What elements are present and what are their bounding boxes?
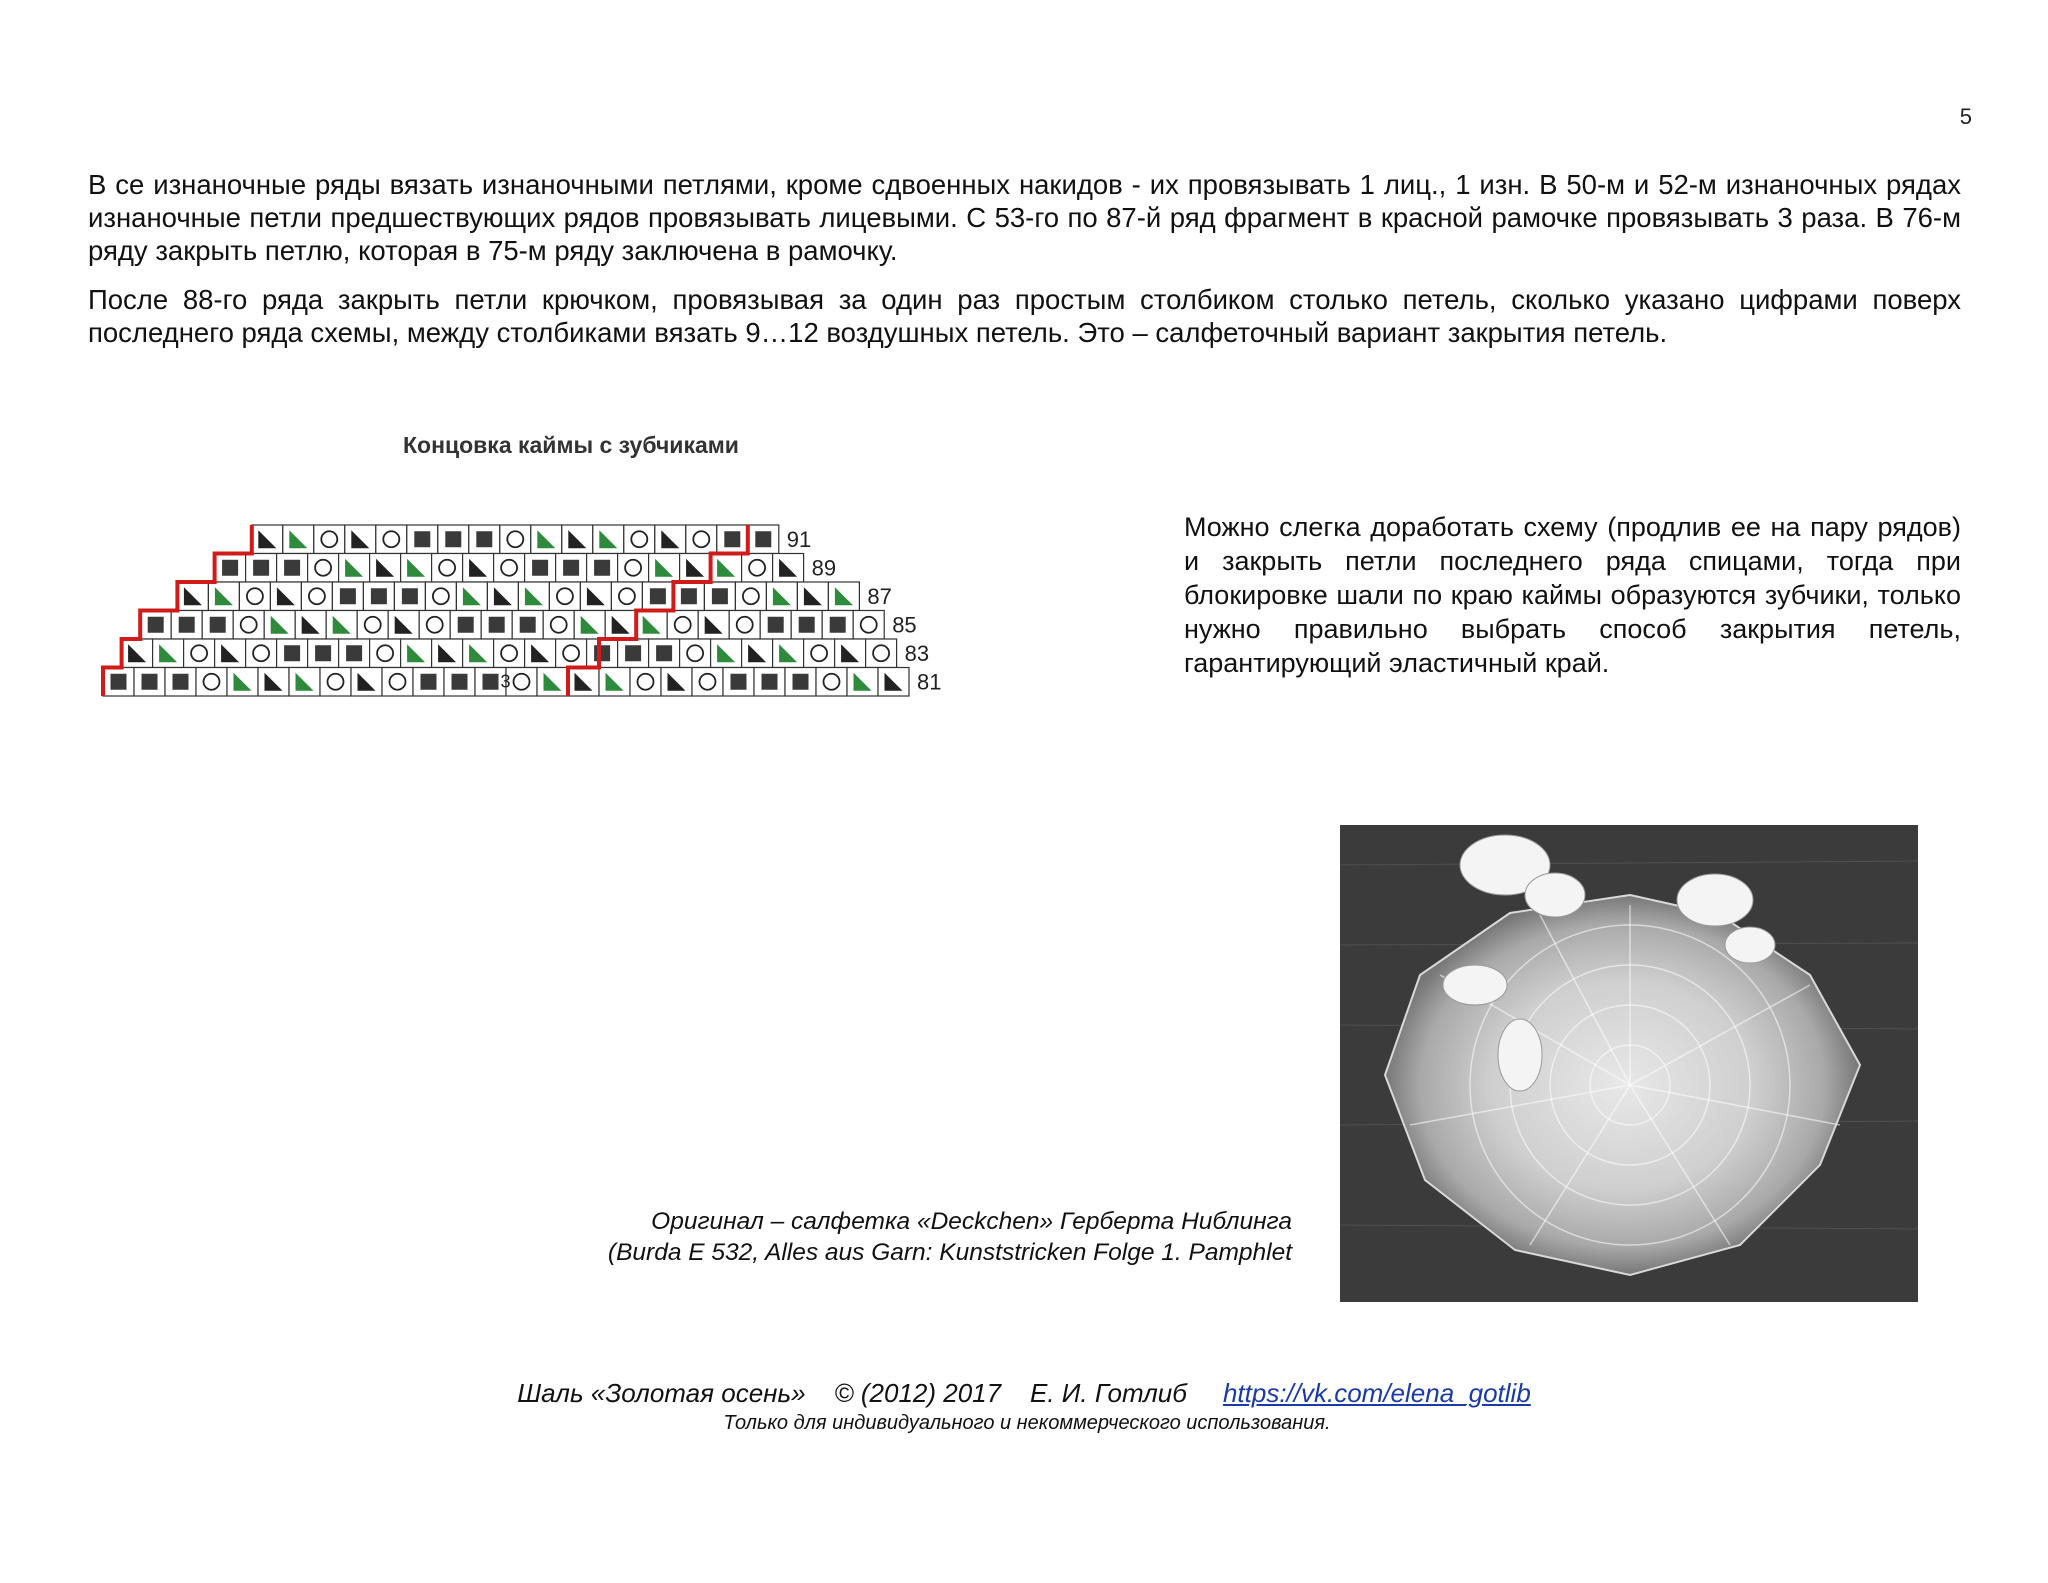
chart-cell <box>456 582 487 611</box>
chart-cell <box>847 668 878 697</box>
chart-cell <box>742 554 773 583</box>
chart-cell <box>549 582 580 611</box>
chart-cell <box>822 611 853 640</box>
chart-cell <box>270 582 301 611</box>
footer-copyright: © (2012) 2017 <box>834 1378 1002 1408</box>
chart-cell <box>289 668 320 697</box>
chart-cell <box>537 668 568 697</box>
footer-link[interactable]: https://vk.com/elena_gotlib <box>1222 1378 1531 1408</box>
chart-cell <box>233 611 264 640</box>
chart-cell <box>630 668 661 697</box>
chart-cell <box>444 668 475 697</box>
chart-cell <box>692 668 723 697</box>
chart-cell <box>208 582 239 611</box>
chart-cell <box>853 611 884 640</box>
knitting-chart <box>98 500 1148 725</box>
chart-cell <box>686 525 717 554</box>
chart-cell <box>494 639 525 668</box>
chart-cell <box>773 639 804 668</box>
chart-title: Концовка каймы с зубчиками <box>403 432 739 458</box>
chart-cell <box>283 525 314 554</box>
chart-cell <box>388 611 419 640</box>
chart-cell <box>642 582 673 611</box>
chart-cell <box>760 611 791 640</box>
chart-cell <box>413 668 444 697</box>
chart-cell <box>314 525 345 554</box>
chart-cell <box>339 554 370 583</box>
chart-row-label: 85 <box>892 612 917 638</box>
footer-notice-text: Только для индивидуального и некоммерческого использования. <box>723 1412 1331 1434</box>
chart-row-label: 81 <box>917 669 942 695</box>
chart-cell <box>711 554 742 583</box>
chart-cell <box>153 639 184 668</box>
chart-cell <box>196 668 227 697</box>
chart-cell <box>828 582 859 611</box>
chart-cell <box>184 639 215 668</box>
caption-line-1: Оригинал – салфетка «Deckchen» Герберта Ниблинга <box>651 1208 1292 1235</box>
chart-cell <box>661 668 692 697</box>
chart-cell <box>556 554 587 583</box>
chart-cell <box>500 525 531 554</box>
chart-cell <box>463 639 494 668</box>
chart-cell <box>370 639 401 668</box>
chart-cell <box>419 611 450 640</box>
chart-cell <box>140 611 171 640</box>
chart-cell <box>748 525 779 554</box>
chart-cell <box>717 525 748 554</box>
chart-cell <box>618 554 649 583</box>
chart-cell <box>556 639 587 668</box>
chart-cell <box>295 611 326 640</box>
chart-cell <box>680 639 711 668</box>
chart-cell <box>463 554 494 583</box>
chart-cell <box>742 639 773 668</box>
chart-cell <box>735 582 766 611</box>
chart-cell <box>382 668 413 697</box>
footer-author: Е. И. Готлиб <box>1030 1378 1187 1408</box>
chart-cell <box>308 639 339 668</box>
chart-row-label: 89 <box>811 555 837 581</box>
chart-cell <box>326 611 357 640</box>
chart-cell <box>618 639 649 668</box>
chart-cell <box>711 639 742 668</box>
chart-cell <box>122 639 153 668</box>
footer-credits <box>0 1378 2048 1409</box>
chart-cell <box>339 639 370 668</box>
chart-cell <box>636 611 667 640</box>
chart-cell <box>649 554 680 583</box>
chart-cell <box>450 611 481 640</box>
chart-cell <box>543 611 574 640</box>
side-note: Можно слегка доработать схему (продлив ее на пару рядов) и закрыть петли последнего ряда спицами, тогда при блокировке шали по краю каймы образуются зубчики, только нужно правильно выбрать способ закрытия петель, гарантирующий эластичный край. <box>1184 512 1961 678</box>
chart-row-label: 83 <box>904 641 930 666</box>
chart-cell <box>698 611 729 640</box>
chart-cell <box>723 668 754 697</box>
chart-cell <box>673 582 704 611</box>
chart-cell <box>171 611 202 640</box>
chart-cell <box>655 525 686 554</box>
chart-cell <box>363 582 394 611</box>
chart-cell <box>202 611 233 640</box>
chart-cell <box>277 554 308 583</box>
chart-cell-digit: 3 <box>500 671 511 692</box>
chart-cell <box>246 554 277 583</box>
chart-cell <box>593 525 624 554</box>
chart-cell <box>376 525 407 554</box>
chart-cell <box>531 525 562 554</box>
chart-cell <box>394 582 425 611</box>
chart-cell <box>103 668 134 697</box>
chart-cell <box>258 668 289 697</box>
chart-cell <box>866 639 897 668</box>
chart-cell <box>370 554 401 583</box>
chart-cell <box>773 554 804 583</box>
chart-cell <box>835 639 866 668</box>
chart-cell <box>704 582 735 611</box>
chart-cell <box>804 639 835 668</box>
chart-cell <box>301 582 332 611</box>
chart-cell <box>754 668 785 697</box>
chart-cell <box>401 639 432 668</box>
chart-cell <box>605 611 636 640</box>
chart-row-label: 87 <box>867 584 892 609</box>
chart-cell <box>215 554 246 583</box>
chart-cell <box>407 525 438 554</box>
chart-cell <box>580 582 611 611</box>
paragraph-2: После 88-го ряда закрыть петли крючком, провязывая за один раз простым столбиком столько петель, сколько указано цифрами поверх последнего ряда схемы, между столбиками вязать 9…12 воздушных петель. Это – салфеточный вариант закрытия петель. <box>88 284 1961 348</box>
chart-cell <box>252 525 283 554</box>
footer-title: Шаль «Золотая осень» <box>517 1378 806 1408</box>
chart-cell <box>680 554 711 583</box>
chart-cell <box>816 668 847 697</box>
chart-cell <box>562 525 593 554</box>
chart-cell <box>425 582 456 611</box>
chart-cell <box>797 582 828 611</box>
chart-cell <box>729 611 760 640</box>
chart-cell <box>525 639 556 668</box>
chart-cell <box>568 668 599 697</box>
chart-cell <box>432 554 463 583</box>
chart-cell <box>506 668 537 697</box>
chart-cell <box>239 582 270 611</box>
chart-cell <box>308 554 339 583</box>
chart-cell <box>525 554 556 583</box>
chart-cell <box>587 554 618 583</box>
chart-cell <box>401 554 432 583</box>
chart-cell <box>766 582 797 611</box>
chart-cell <box>494 554 525 583</box>
paragraph-1: В се изнаночные ряды вязать изнаночными петлями, кроме сдвоенных накидов - их провязывать 1 лиц., 1 изн. В 50-м и 52-м изнаночных рядах изнаночные петли предшествующих рядов провязывать лицевыми. С 53-го по 87-й ряд фрагмент в красной рамочке провязывать 3 раза. В 76-м ряду закрыть петлю, которая в 75-м ряду заключена в рамочку. <box>88 169 1961 266</box>
chart-cell <box>277 639 308 668</box>
chart-cell <box>357 611 388 640</box>
chart-cell <box>215 639 246 668</box>
chart-cell <box>481 611 512 640</box>
chart-cell <box>351 668 382 697</box>
chart-cell <box>165 668 196 697</box>
chart-cell <box>785 668 816 697</box>
chart-cell <box>574 611 605 640</box>
chart-cell <box>177 582 208 611</box>
chart-cell <box>624 525 655 554</box>
chart-row-label: 91 <box>786 527 812 552</box>
chart-cell <box>487 582 518 611</box>
chart-cell <box>518 582 549 611</box>
chart-cell <box>512 611 543 640</box>
doily-photo <box>1340 825 1918 1302</box>
chart-cell <box>599 668 630 697</box>
chart-cell <box>134 668 165 697</box>
chart-cell <box>667 611 698 640</box>
chart-cell <box>320 668 351 697</box>
chart-cell <box>332 582 363 611</box>
chart-cell <box>264 611 295 640</box>
chart-cell <box>587 639 618 668</box>
chart-cell <box>611 582 642 611</box>
footer-notice <box>0 1412 2048 1435</box>
chart-cell <box>878 668 909 697</box>
chart-cell <box>432 639 463 668</box>
caption-line-2: (Burda E 532, Alles aus Garn: Kunststricken Folge 1. Pamphlet <box>607 1239 1292 1266</box>
chart-cell <box>246 639 277 668</box>
chart-cell <box>791 611 822 640</box>
chart-cell <box>469 525 500 554</box>
chart-cell <box>438 525 469 554</box>
chart-cell <box>227 668 258 697</box>
chart-cell <box>649 639 680 668</box>
photo-caption <box>608 1206 1292 1268</box>
page-number: 5 <box>1959 104 1972 129</box>
chart-cell <box>345 525 376 554</box>
